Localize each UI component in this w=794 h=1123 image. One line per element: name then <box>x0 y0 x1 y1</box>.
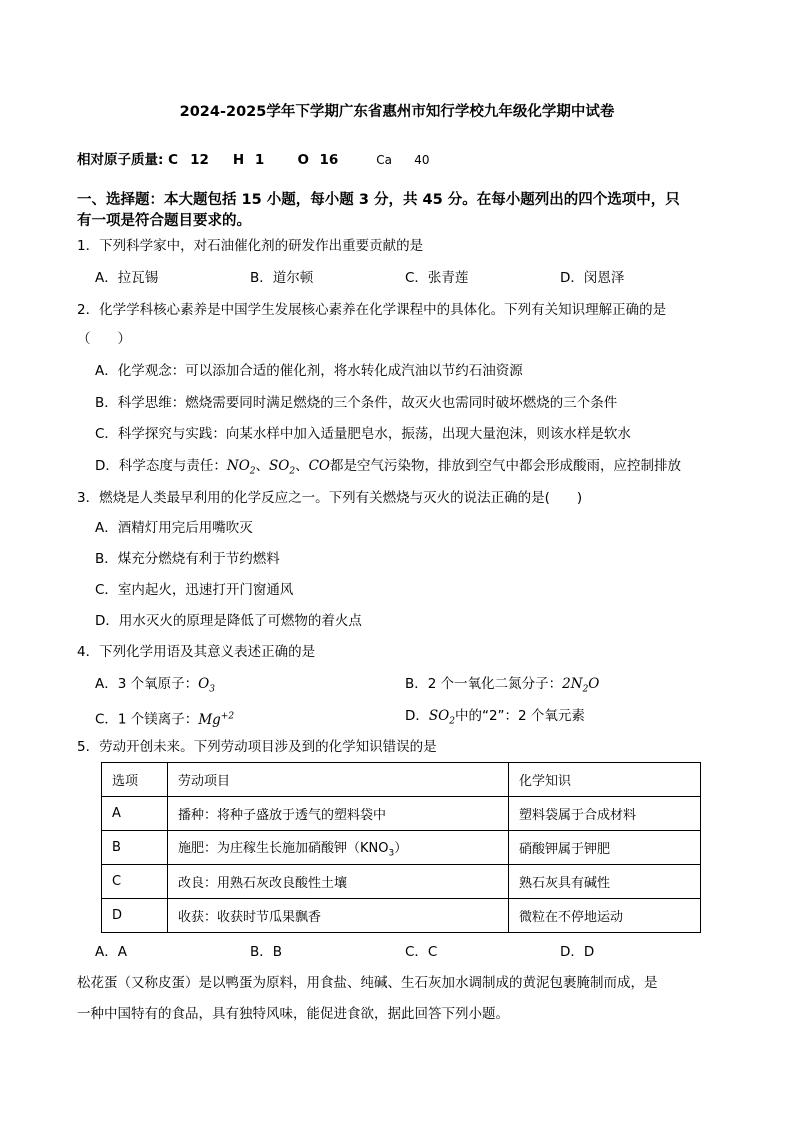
table-header-cell: 劳动项目 <box>168 763 509 797</box>
question-2-answer-bracket: （ ） <box>77 331 131 347</box>
q4-option-a-text: A．3 个氧原子： <box>95 676 199 692</box>
table-cell: C <box>102 865 168 899</box>
atomic-mass-element: C <box>168 152 179 168</box>
question-2-stem: 2．化学学科核心素养是中国学生发展核心素养在化学课程中的具体化。下列有关知识理解正确的是 <box>77 302 667 318</box>
table-row <box>102 865 701 899</box>
question-5-stem: 5．劳动开创未来。下列劳动项目涉及到的化学知识错误的是 <box>77 739 437 755</box>
q2-option-d-suffix: 都是空气污染物，排放到空气中都会形成酸雨，应控制排放 <box>330 458 681 474</box>
formula-no2 <box>226 458 256 477</box>
atomic-mass-value: 40 <box>414 153 430 167</box>
table-header-row <box>102 763 701 797</box>
formula-mg-ion <box>198 712 234 728</box>
passage-line2: 一种中国特有的食品，具有独特风味，能促进食欲，据此回答下列小题。 <box>77 1006 509 1022</box>
q2-option-d <box>95 456 681 482</box>
table-cell: 改良：用熟石灰改良酸性土壤 <box>168 865 509 899</box>
question-3-stem: 3．燃烧是人类最早利用的化学反应之一。下列有关燃烧与灭火的说法正确的是( ) <box>77 490 583 506</box>
atomic-mass-element: H <box>232 152 245 168</box>
formula-so2 <box>269 458 296 477</box>
formula-subscript: 2 <box>289 466 296 477</box>
q2-option-b: B．科学思维：燃烧需要同时满足燃烧的三个条件，故灭火也需同时破坏燃烧的三个条件 <box>95 395 618 411</box>
atomic-mass-label: 相对原子质量: <box>77 152 164 168</box>
formula-text: O <box>588 676 600 692</box>
atomic-mass-line <box>77 150 444 170</box>
formula-text: SO <box>269 458 290 474</box>
q2-option-c: C．科学探究与实践：向某水样中加入适量肥皂水，振荡，出现大量泡沫，则该水样是软水 <box>95 426 631 442</box>
atomic-mass-element: O <box>297 152 309 168</box>
q1-option-d: D．闵恩泽 <box>560 270 625 286</box>
table-row <box>102 831 701 865</box>
formula-text: O <box>198 676 210 692</box>
q2-option-a: A．化学观念：可以添加合适的催化剂，将水转化成汽油以节约石油资源 <box>95 363 523 379</box>
atomic-mass-element: Ca <box>376 153 392 167</box>
q5-option-b: B．B <box>250 944 283 960</box>
question-1-stem: 1．下列科学家中，对石油催化剂的研发作出重要贡献的是 <box>77 238 424 254</box>
formula-o3 <box>198 676 215 695</box>
q5-option-a: A．A <box>95 944 127 960</box>
table-cell: B <box>102 831 168 865</box>
passage-line1: 松花蛋（又称皮蛋）是以鸭蛋为原料，用食盐、纯碱、生石灰加水调制成的黄泥包裹腌制而成，是 <box>77 975 658 991</box>
q4-option-b <box>405 674 599 700</box>
formula-subscript: 3 <box>388 848 395 859</box>
q2-option-d-prefix: D．科学态度与责任： <box>95 458 227 474</box>
formula-subscript: 2 <box>249 466 256 477</box>
table-row <box>102 797 701 831</box>
question-4-stem: 4．下列化学用语及其意义表述正确的是 <box>77 644 316 660</box>
atomic-mass-value: 1 <box>254 152 265 168</box>
q4-option-a <box>95 674 215 700</box>
q3-option-c: C．室内起火，迅速打开门窗通风 <box>95 582 294 598</box>
q4-option-c-text: C．1 个镁离子： <box>95 711 199 728</box>
cell-text: ） <box>394 840 408 856</box>
formula-2n2o <box>562 676 600 695</box>
q3-option-a: A．酒精灯用完后用嘴吹灭 <box>95 520 253 536</box>
table-cell: 熟石灰具有碱性 <box>509 865 701 899</box>
q4-option-d-text: D． <box>405 708 429 724</box>
table-cell: 收获：收获时节瓜果飘香 <box>168 899 509 933</box>
formula-so2 <box>428 708 455 727</box>
section-heading-line2: 有一项是符合题目要求的。 <box>77 213 251 229</box>
formula-text: Mg <box>198 711 221 728</box>
q4-option-b-text: B．2 个一氧化二氮分子： <box>405 676 563 692</box>
table-cell: A <box>102 797 168 831</box>
formula-co: CO <box>308 458 330 474</box>
q4-option-d-rest: 中的“2”：2 个氧元素 <box>454 708 585 724</box>
q4-option-c <box>95 706 234 730</box>
q4-option-d <box>405 706 585 732</box>
table-cell: D <box>102 899 168 933</box>
q5-option-c: C．C <box>405 944 438 960</box>
table-header-cell: 化学知识 <box>509 763 701 797</box>
formula-text: 2N <box>562 676 583 692</box>
table-cell <box>168 831 509 865</box>
table-row <box>102 899 701 933</box>
table-cell: 塑料袋属于合成材料 <box>509 797 701 831</box>
atomic-mass-value: 12 <box>190 152 209 168</box>
formula-subscript: 2 <box>449 716 455 727</box>
separator: 、 <box>295 458 309 474</box>
q3-option-d: D．用水灭火的原理是降低了可燃物的着火点 <box>95 613 362 629</box>
table-cell: 硝酸钾属于钾肥 <box>509 831 701 865</box>
section-heading-line1: 一、选择题：本大题包括 15 小题，每小题 3 分，共 45 分。在每小题列出的四个选项中，只 <box>77 192 680 208</box>
cell-text: 施肥：为庄稼生长施加硝酸钾（KNO <box>178 840 389 856</box>
formula-subscript: 3 <box>209 684 215 695</box>
exam-title: 2024-2025学年下学期广东省惠州市知行学校九年级化学期中试卷 <box>179 104 615 120</box>
q5-table <box>101 762 701 933</box>
formula-subscript: 2 <box>582 684 589 695</box>
q1-option-b: B．道尔顿 <box>250 270 314 286</box>
q1-option-c: C．张青莲 <box>405 270 469 286</box>
separator: 、 <box>255 458 270 474</box>
table-cell: 微粒在不停地运动 <box>509 899 701 933</box>
formula-text: SO <box>428 708 450 724</box>
q3-option-b: B．煤充分燃烧有利于节约燃料 <box>95 551 280 567</box>
formula-superscript: +2 <box>220 711 235 721</box>
q5-option-d: D．D <box>560 944 595 960</box>
q1-option-a: A．拉瓦锡 <box>95 270 159 286</box>
formula-text: NO <box>226 458 250 474</box>
table-cell: 播种：将种子盛放于透气的塑料袋中 <box>168 797 509 831</box>
atomic-mass-value: 16 <box>319 152 339 168</box>
table-header-cell: 选项 <box>102 763 168 797</box>
